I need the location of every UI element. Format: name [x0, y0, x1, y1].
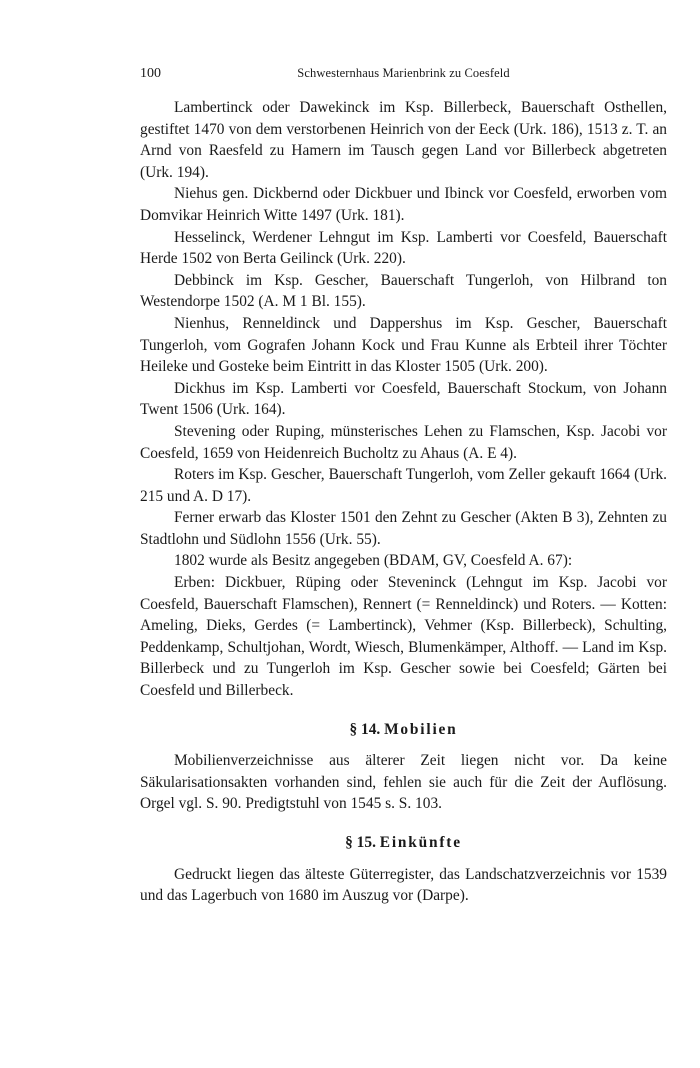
- paragraph: Roters im Ksp. Gescher, Bauerschaft Tungerloh, vom Zeller gekauft 1664 (Urk. 215 und A. D 17).: [140, 466, 667, 505]
- section-number: § 14.: [349, 720, 381, 738]
- paragraph: Erben: Dickbuer, Rüping oder Steveninck (Lehngut im Ksp. Jacobi vor Coesfeld, Bauerschaft Flamschen), Rennert (= Renneldinck) und Roters. — Kotten: Ameling, Dieks, Gerdes (= Lambertinck), Vehmer (Ksp. Billerbeck), Schulting, Peddenkamp, Schultjohan, Wordt, Wiesch, Blumenkämper, Althoff. — Land im Ksp. Billerbeck und zu Tungerloh im Ksp. Gescher sowie bei Coesfeld; Gärten bei Coesfeld und Billerbeck.: [140, 574, 667, 700]
- section-heading-einkuenfte: [140, 832, 667, 854]
- paragraph: Ferner erwarb das Kloster 1501 den Zehnt zu Gescher (Akten B 3), Zehnten zu Stadtlohn und Südlohn 1556 (Urk. 55).: [140, 509, 667, 548]
- paragraph: Hesselinck, Werdener Lehngut im Ksp. Lamberti vor Coesfeld, Bauerschaft Herde 1502 von Berta Geilinck (Urk. 220).: [140, 228, 667, 268]
- page-number: 100: [140, 66, 161, 81]
- section-title: Einkünfte: [379, 834, 462, 851]
- paragraph: 1802 wurde als Besitz angegeben (BDAM, GV, Coesfeld A. 67):: [174, 552, 573, 570]
- paragraph: Nienhus, Renneldinck und Dappershus im Ksp. Gescher, Bauerschaft Tungerloh, vom Gografen Johann Kock und Frau Kunne als Erbteil ihrer Töchter Heileke und Gosteke beim Eintritt in das Kloster 1505 (Urk. 200).: [140, 314, 667, 376]
- section-number: § 15.: [345, 834, 376, 851]
- paragraph: Mobilienverzeichnisse aus älterer Zeit liegen nicht vor. Da keine Säkularisationsakten vorhanden sind, fehlen sie auch für die Zeit der Auflösung. Orgel vgl. S. 90. Predigtstuhl von 1545 s. S. 103.: [140, 752, 667, 813]
- paragraph: Niehus gen. Dickbernd oder Dickbuer und Ibinck vor Coesfeld, erworben vom Domvikar Heinrich Witte 1497 (Urk. 181).: [140, 185, 667, 224]
- paragraph: Debbinck im Ksp. Gescher, Bauerschaft Tungerloh, von Hilbrand ton Westendorpe 1502 (A. M 1 Bl. 155).: [140, 271, 667, 311]
- paragraph: Stevening oder Ruping, münsterisches Lehen zu Flamschen, Ksp. Jacobi vor Coesfeld, 1659 von Heidenreich Bucholtz zu Ahaus (A. E 4).: [140, 422, 667, 462]
- paragraph: Dickhus im Ksp. Lamberti vor Coesfeld, Bauerschaft Stockum, von Johann Twent 1506 (Urk. 164).: [140, 379, 667, 419]
- section-title: Mobilien: [384, 720, 458, 738]
- section-heading-mobilien: [140, 719, 667, 741]
- paragraph: Gedruckt liegen das älteste Güterregister, das Landschatzverzeichnis vor 1539 und das Lagerbuch von 1680 im Auszug vor (Darpe).: [140, 865, 667, 905]
- body-text: [140, 97, 667, 907]
- running-head: [140, 66, 667, 86]
- paragraph: Lambertinck oder Dawekinck im Ksp. Billerbeck, Bauerschaft Osthellen, gestiftet 1470 von dem verstorbenen Heinrich von der Eeck (Urk. 186), 1513 z. T. an Arnd von Raesfeld zu Hamern im Tausch gegen Land vor Billerbeck abgetreten (Urk. 194).: [140, 99, 667, 181]
- running-title: Schwesternhaus Marienbrink zu Coesfeld: [297, 66, 510, 80]
